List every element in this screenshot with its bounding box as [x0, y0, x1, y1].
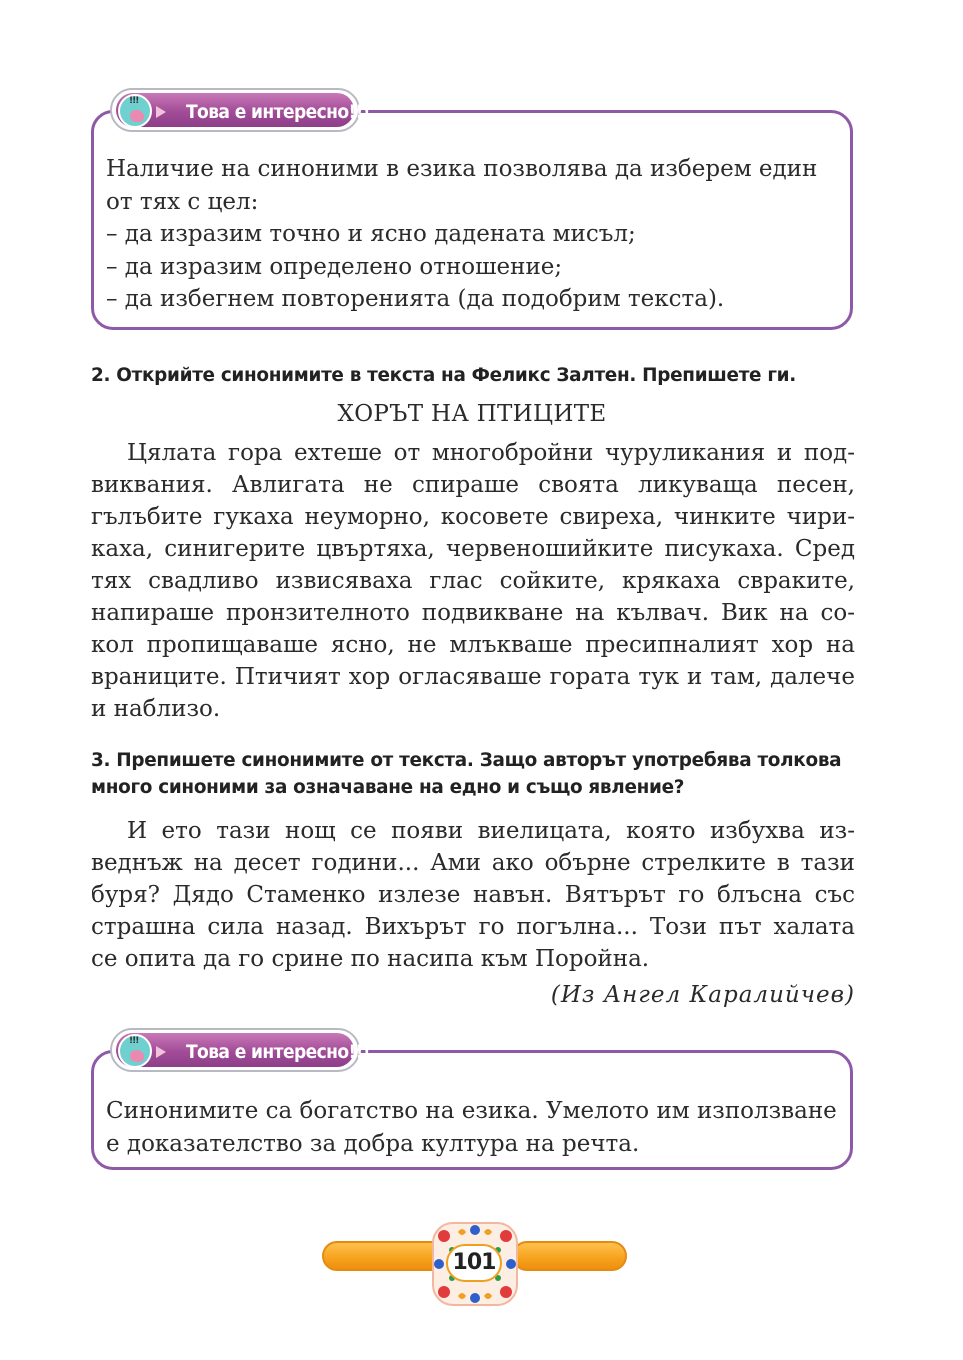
- interesting-badge-1: [110, 88, 371, 132]
- task-3-line: много синоними за означаване на едно и също явление?: [91, 777, 685, 798]
- page-number: 101: [446, 1244, 502, 1282]
- info-line: – да избегнем повторенията (да подобрим текста).: [106, 286, 725, 312]
- story-line: напираше пронзителното подвикване на кълвач. Вик на со-: [91, 600, 855, 626]
- excerpt-source: (Из Ангел Каралийчев): [550, 982, 855, 1008]
- excerpt-text: [91, 815, 855, 975]
- task-2-heading: 2. Открийте синонимите в текста на Феликс Залтен. Препишете ги.: [91, 365, 796, 386]
- task-3-heading: [91, 747, 861, 801]
- excerpt-line: буря? Дядо Стаменко излезе навън. Вятърът го блъсна със: [91, 882, 855, 908]
- badge-pill: [116, 1033, 371, 1067]
- story-line: виквания. Авлигата не спираше своята ликуваща песен,: [91, 472, 855, 498]
- excerpt-line: страшна сила назад. Вихърът го погълна... Този път халата: [91, 914, 855, 940]
- exclamation-icon: [118, 1034, 152, 1068]
- info-line: Синонимите са богатство на езика. Умелото им използване: [106, 1098, 837, 1124]
- story-text: [91, 437, 855, 725]
- arrow-icon: [156, 106, 166, 118]
- story-line: кол пропищаваше ясно, не млъкваше пресипналият хор на: [91, 632, 855, 658]
- exclamation-icon: [118, 94, 152, 128]
- excerpt-line: се опита да го срине по насипа към Поройна.: [91, 946, 650, 972]
- story-title: ХОРЪТ НА ПТИЦИТЕ: [337, 401, 607, 427]
- interesting-badge-2: [110, 1028, 371, 1072]
- info-box-1: [91, 110, 853, 330]
- info-box-2-text: [106, 1095, 840, 1160]
- page-bar-left: [322, 1241, 447, 1271]
- badge-label: Това е интересно!!!: [186, 1041, 371, 1063]
- task-3-line: 3. Препишете синонимите от текста. Защо авторът употребява толкова: [91, 750, 842, 771]
- info-line: – да изразим точно и ясно дадената мисъл;: [106, 221, 636, 247]
- badge-label: Това е интересно!!!: [186, 101, 371, 123]
- excerpt-line: веднъж на десет години... Ами ако обърне стрелките в тази: [91, 850, 855, 876]
- info-box-1-text: [106, 153, 840, 316]
- story-line: гълъбите гукаха неуморно, косовете свиреха, чинките чири-: [91, 504, 855, 530]
- info-line: от тях с цел:: [106, 188, 259, 215]
- excerpt-line: И ето тази нощ се появи виелицата, която избухва из-: [127, 818, 855, 844]
- exclamation-marks: !!!: [129, 1036, 139, 1046]
- story-line: тях свадливо извисяваха глас сойките, крякаха свраките,: [91, 568, 855, 594]
- badge-pill: [116, 93, 371, 127]
- info-line: Наличие на синоними в езика позволява да изберем един: [106, 156, 818, 182]
- story-line: каха, синигерите цвъртяха, червеношийките писукаха. Сред: [91, 536, 855, 562]
- page-bar-right: [512, 1241, 627, 1271]
- story-line: и наблизо.: [91, 696, 221, 722]
- exclamation-marks: !!!: [129, 96, 139, 106]
- info-line: – да изразим определено отношение;: [106, 253, 563, 280]
- story-line: враниците. Птичият хор огласяваше гората тук и там, далече: [91, 664, 855, 690]
- info-line: е доказателство за добра култура на речта.: [106, 1130, 640, 1157]
- arrow-icon: [156, 1046, 166, 1058]
- story-line: Цялата гора ехтеше от многобройни чуруликания и под-: [127, 440, 855, 466]
